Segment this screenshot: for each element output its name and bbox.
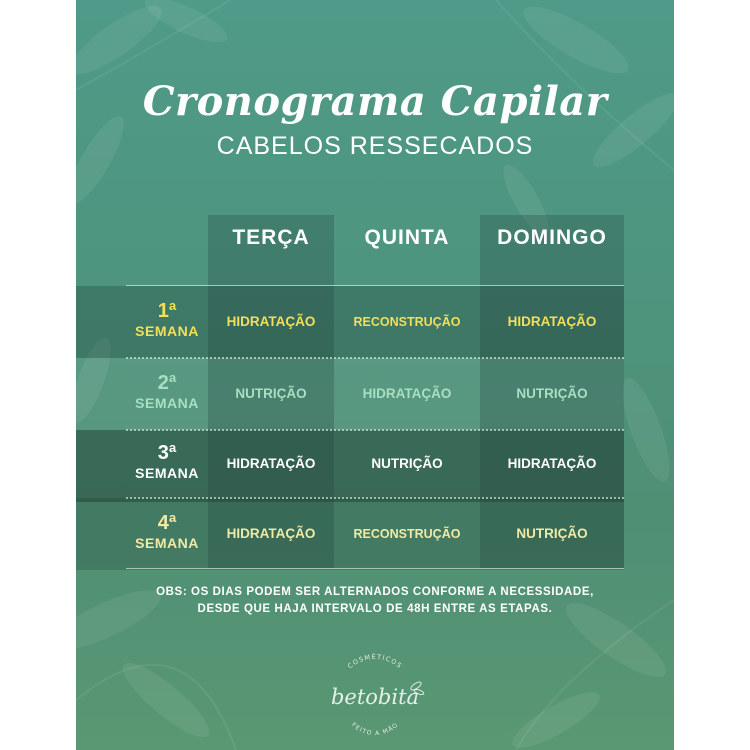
week-label-4 <box>126 512 208 552</box>
brand-logo <box>320 652 430 742</box>
logo-bottom-text: FEITO A MÃO <box>350 721 400 738</box>
cell-week2-quinta: HIDRATAÇÃO <box>362 386 452 401</box>
observation-note <box>76 584 674 618</box>
cell-week3-terca: HIDRATAÇÃO <box>226 456 316 471</box>
page-title: Cronograma Capilar <box>142 78 608 125</box>
cell-week2-terca: NUTRIÇÃO <box>235 386 307 401</box>
week-label-3 <box>126 442 208 482</box>
column-header-quinta: QUINTA <box>364 226 450 249</box>
week-label-2 <box>126 372 208 412</box>
logo-leaf-icon <box>320 652 430 742</box>
note-line-2: DESDE QUE HAJA INTERVALO DE 48H ENTRE AS ETAPAS. <box>197 603 553 615</box>
note-line-1: OBS: OS DIAS PODEM SER ALTERNADOS CONFORME A NECESSIDADE, <box>156 586 594 598</box>
column-header-terca: TERÇA <box>232 226 310 249</box>
poster <box>76 0 674 750</box>
cell-week3-domingo: HIDRATAÇÃO <box>507 456 597 471</box>
week-word: SEMANA <box>135 395 199 411</box>
week-word: SEMANA <box>135 323 199 339</box>
cell-week4-quinta: RECONSTRUÇÃO <box>353 527 461 541</box>
cell-week1-terca: HIDRATAÇÃO <box>226 314 316 329</box>
page-subtitle: CABELOS RESSECADOS <box>216 132 534 160</box>
svg-text:FEITO A MÃO <box>350 721 400 737</box>
week-word: SEMANA <box>135 535 199 551</box>
cell-week3-quinta: NUTRIÇÃO <box>371 456 443 471</box>
cell-week1-quinta: RECONSTRUÇÃO <box>353 315 461 329</box>
week-number: 1ª <box>157 300 177 322</box>
svg-text:COSMÉTICOS <box>346 652 404 670</box>
cell-week1-domingo: HIDRATAÇÃO <box>507 314 597 329</box>
cell-week2-domingo: NUTRIÇÃO <box>516 386 588 401</box>
logo-brand-text: betobita <box>330 685 420 709</box>
cell-week4-terca: HIDRATAÇÃO <box>226 526 316 541</box>
cell-week4-domingo: NUTRIÇÃO <box>516 526 588 541</box>
week-label-1 <box>126 300 208 340</box>
week-word: SEMANA <box>135 465 199 481</box>
week-number: 3ª <box>157 442 177 464</box>
logo-top-text: COSMÉTICOS <box>346 652 404 671</box>
week-number: 4ª <box>157 512 177 534</box>
week-number: 2ª <box>157 372 177 394</box>
column-header-domingo: DOMINGO <box>497 226 607 249</box>
